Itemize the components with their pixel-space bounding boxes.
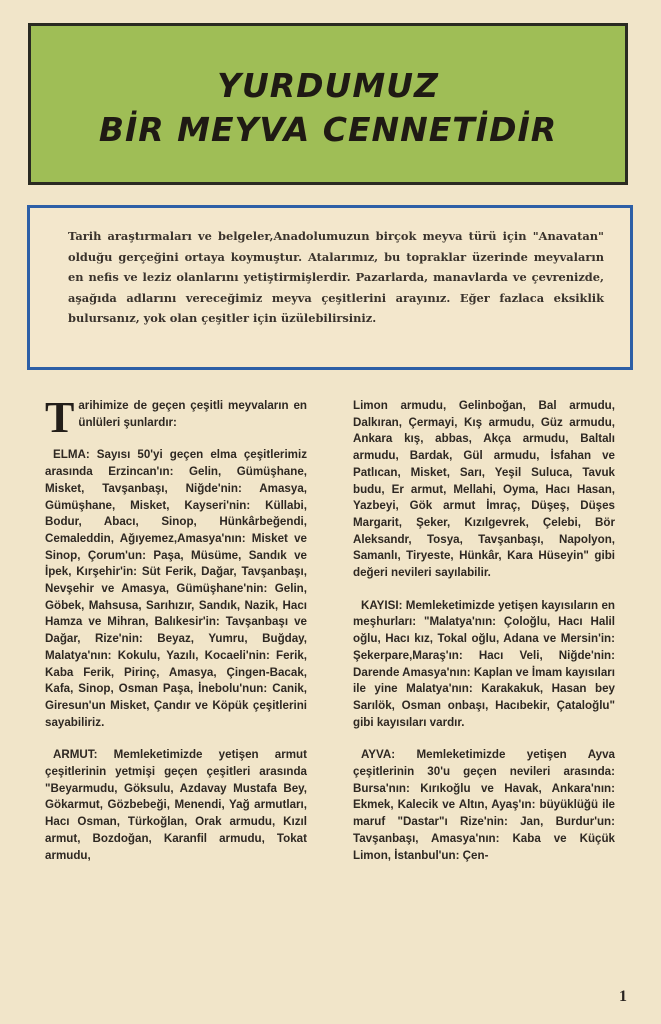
ayva-paragraph: AYVA: Memleketimizde yetişen Ayva çeşitlerinin 30'u geçen nevileri arasında: Bursa'nın: Kırıkoğlu ve Havak, Ankara'nın: Ekmek, Kalecik ve Altın, Ayaş'ın: büyüklüğü ile maruf "Dastar"ı Rize'nin: Jan, Burdur'un: Tavşanbaşı, Amasya'nın: Kaba ve Küçük Limon, İstanbul'un: Çen-: [353, 748, 615, 862]
page-number: 1: [619, 988, 627, 1005]
armut-paragraph: ARMUT: Memleketimizde yetişen armut çeşitlerinin yetmişi geçen çeşitleri arasında "Beyarmudu, Göksulu, Azdavay Mustafa Bey, Gökarmut, Gözbebeği, Menendi, Yağ armutları, Hacı Osman, Türkoğlan, Orak armudu, Kızıl armut, Bozdoğan, Karanfil armudu, Tokat armudu,: [45, 748, 307, 862]
elma-paragraph: ELMA: Sayısı 50'yi geçen elma çeşitlerimiz arasında Erzincan'ın: Gelin, Gümüşhane, Misket, Tavşanbaşı, Niğde'nin: Amasya, Gümüşhane, Misket, Kayseri'nin: Küllabi, Bodur, Abacı, Sinop, Hünkârbeğendi, Cemaleddin, Ağıyemez,Amasya'nın: Misket ve Sinop, Çorum'un: Paşa, Müsüme, Sandık ve İpek, Kırşehir'in: Süt Ferik, Dağar, Tavşanbaşı, Nevşehir ve Amasya, Gümüşhane'nin: Gelin, Göbek, Mahsusa, Sarıhızır, Sandık, Nazik, Hacı Hamza ve Mihran, Balıkesir'in: Tavşanbaşı ve Dağar, Rize'nin: Beyaz, Yumru, Buğday, Malatya'nın: Kokulu, Yazılı, Kocaeli'nin: Ferik, Kaba Ferik, Pirinç, Amasya, Çingen-Bacak, Kafa, Sinop, Osman Paşa, İnebolu'nun: Canik, Giresun'un Misket, Çandır ve Köpük çeşitlerini sayabiliriz.: [45, 448, 307, 729]
intro-text: Tarih araştırmaları ve belgeler,Anadolumuzun birçok meyva türü için "Anavatan" olduğu gerçeğini ortaya koymuştur. Atalarımız, bu topraklar üzerinde meyvaların en nefis ve leziz olanlarını yetiştirmişlerdir. Pazarlarda, manavlarda ve çevrenizde, aşağıda adlarını vereceğimiz meyva çeşitlerini arayınız. Eğer fazlaca eksiklik bulursanız, yok olan çeşitler için üzülebilirsiniz.: [68, 229, 604, 325]
kayisi-paragraph: KAYISI: Memleketimizde yetişen kayısıların en meşhurları: "Malatya'nın: Çoloğlu, Hacı Halil oğlu, Hacı kız, Tokal oğlu, Adana ve Mersin'in: Şekerpare,Maraş'ın: Hacı Veli, Niğde'nin: Darende Amasya'nın: Kaplan ve İmam kayısıları ile yine Malatya'nın: Karakakuk, Hasan bey Sarılök, Osman onbaşı, Hacıbekir, Çataloğlu" gibi kayısıları vardır.: [353, 598, 616, 729]
left-column: [45, 393, 307, 880]
intro-box: [27, 205, 633, 370]
lead-paragraph: [45, 393, 307, 442]
lead-text: arihimize de geçen çeşitli meyvaların en ünlüleri şunlardır:: [78, 399, 307, 429]
title-banner: [28, 23, 628, 185]
drop-cap: T: [45, 393, 75, 442]
armut-continued-paragraph: Limon armudu, Gelinboğan, Bal armudu, Dalkıran, Çermayi, Kış armudu, Güz armudu, Ankara kış, abbas, Akça armudu, Baltalı armudu, Bardak, Gül armudu, İsfahan ve Patlıcan, Misket, Sarı, Yeşil Suluca, Tavuk budu, Er armut, Mellahi, Oyma, Hacı Hasan, Yazbeyi, Gök armut İmraç, Düşeş, Düşes Margarit, Şeker, Kızılgevrek, Çelebi, Bör Aleksandr, Tosya, Tavşanbaşı, Napolyon, Samanlı, Tiryeste, Hünkâr, Kara Hüseyin" gibi değeri nevileri sayılabilir.: [353, 399, 615, 580]
title-line-2: BİR MEYVA CENNETİDİR: [98, 110, 558, 149]
right-column: [353, 398, 615, 880]
title-line-1: YURDUMUZ: [217, 66, 439, 105]
